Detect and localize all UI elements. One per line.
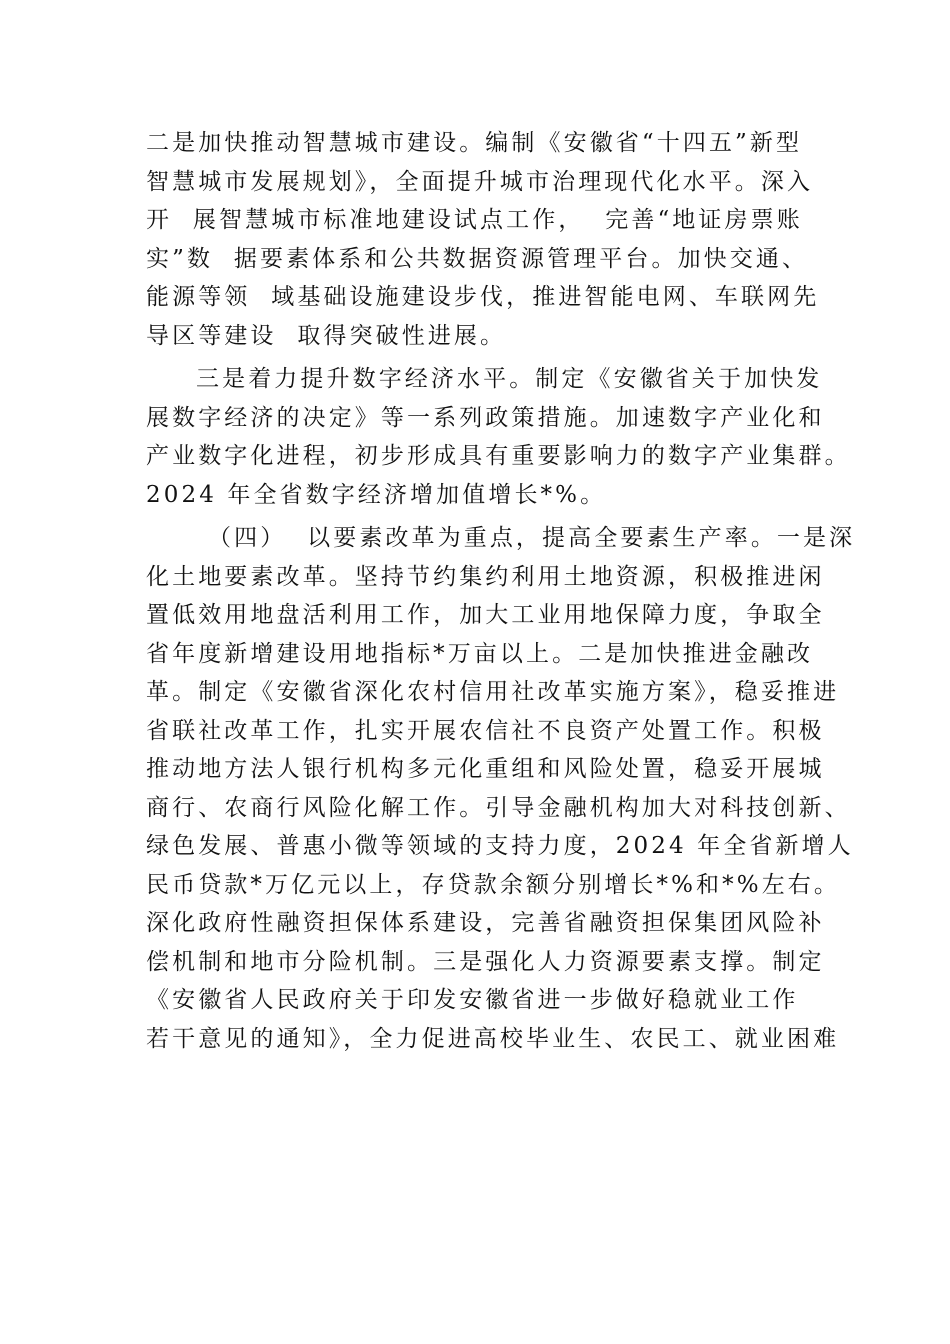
- text-line: 智慧城市发展规划》，全面提升城市治理现代化水平。深入: [146, 168, 814, 195]
- text-line: 展数字经济的决定》等一系列政策措施。加速数字产业化和: [146, 404, 825, 431]
- text-line: 开 展智慧城市标准地建设试点工作， 完善“地证房票账: [146, 207, 803, 233]
- text-line: 2024 年全省数字经济增加值增长*%。: [146, 481, 607, 508]
- text-line: 化土地要素改革。坚持节约集约利用土地资源，积极推进闲: [146, 563, 825, 590]
- paragraph-start-line: 三是着力提升数字经济水平。制定《安徽省关于加快发: [196, 366, 823, 392]
- text-line: 省联社改革工作，扎实开展农信社不良资产处置工作。积极: [146, 717, 825, 744]
- section-heading-line: （四） 以要素改革为重点，提高全要素生产率。一是深: [208, 525, 856, 551]
- text-line: 民币贷款*万亿元以上，存贷款余额分别增长*%和*%左右。: [146, 871, 841, 898]
- text-line: 《安徽省人民政府关于印发安徽省进一步做好稳就业工作: [146, 987, 799, 1013]
- text-line: 能源等领 域基础设施建设步伐，推进智能电网、车联网先: [146, 284, 820, 310]
- text-line: 推动地方法人银行机构多元化重组和风险处置，稳妥开展城: [146, 756, 825, 782]
- text-line: 置低效用地盘活利用工作，加大工业用地保障力度，争取全: [146, 602, 825, 628]
- text-line: 产业数字化进程，初步形成具有重要影响力的数字产业集群。: [146, 443, 851, 469]
- text-line: 深化政府性融资担保体系建设，完善省融资担保集团风险补: [146, 910, 825, 936]
- text-line: 省年度新增建设用地指标*万亩以上。二是加快推进金融改: [146, 640, 814, 667]
- document-body: [146, 124, 856, 1058]
- text-line: 偿机制和地市分险机制。三是强化人力资源要素支撑。制定: [146, 948, 825, 975]
- text-line: 二是加快推动智慧城市建设。编制《安徽省“十四五”新型: [146, 130, 803, 156]
- text-line: 商行、农商行风险化解工作。引导金融机构加大对科技创新、: [146, 794, 851, 821]
- text-line: 导区等建设 取得突破性进展。: [146, 322, 507, 349]
- text-line: 若干意见的通知》，全力促进高校毕业生、农民工、就业困难: [146, 1025, 840, 1052]
- text-line: 革。制定《安徽省深化农村信用社改革实施方案》，稳妥推进: [146, 679, 840, 705]
- text-line: 实”数 据要素体系和公共数据资源管理平台。加快交通、: [146, 245, 809, 272]
- text-line: 绿色发展、普惠小微等领域的支持力度，2024 年全省新增人: [146, 833, 854, 859]
